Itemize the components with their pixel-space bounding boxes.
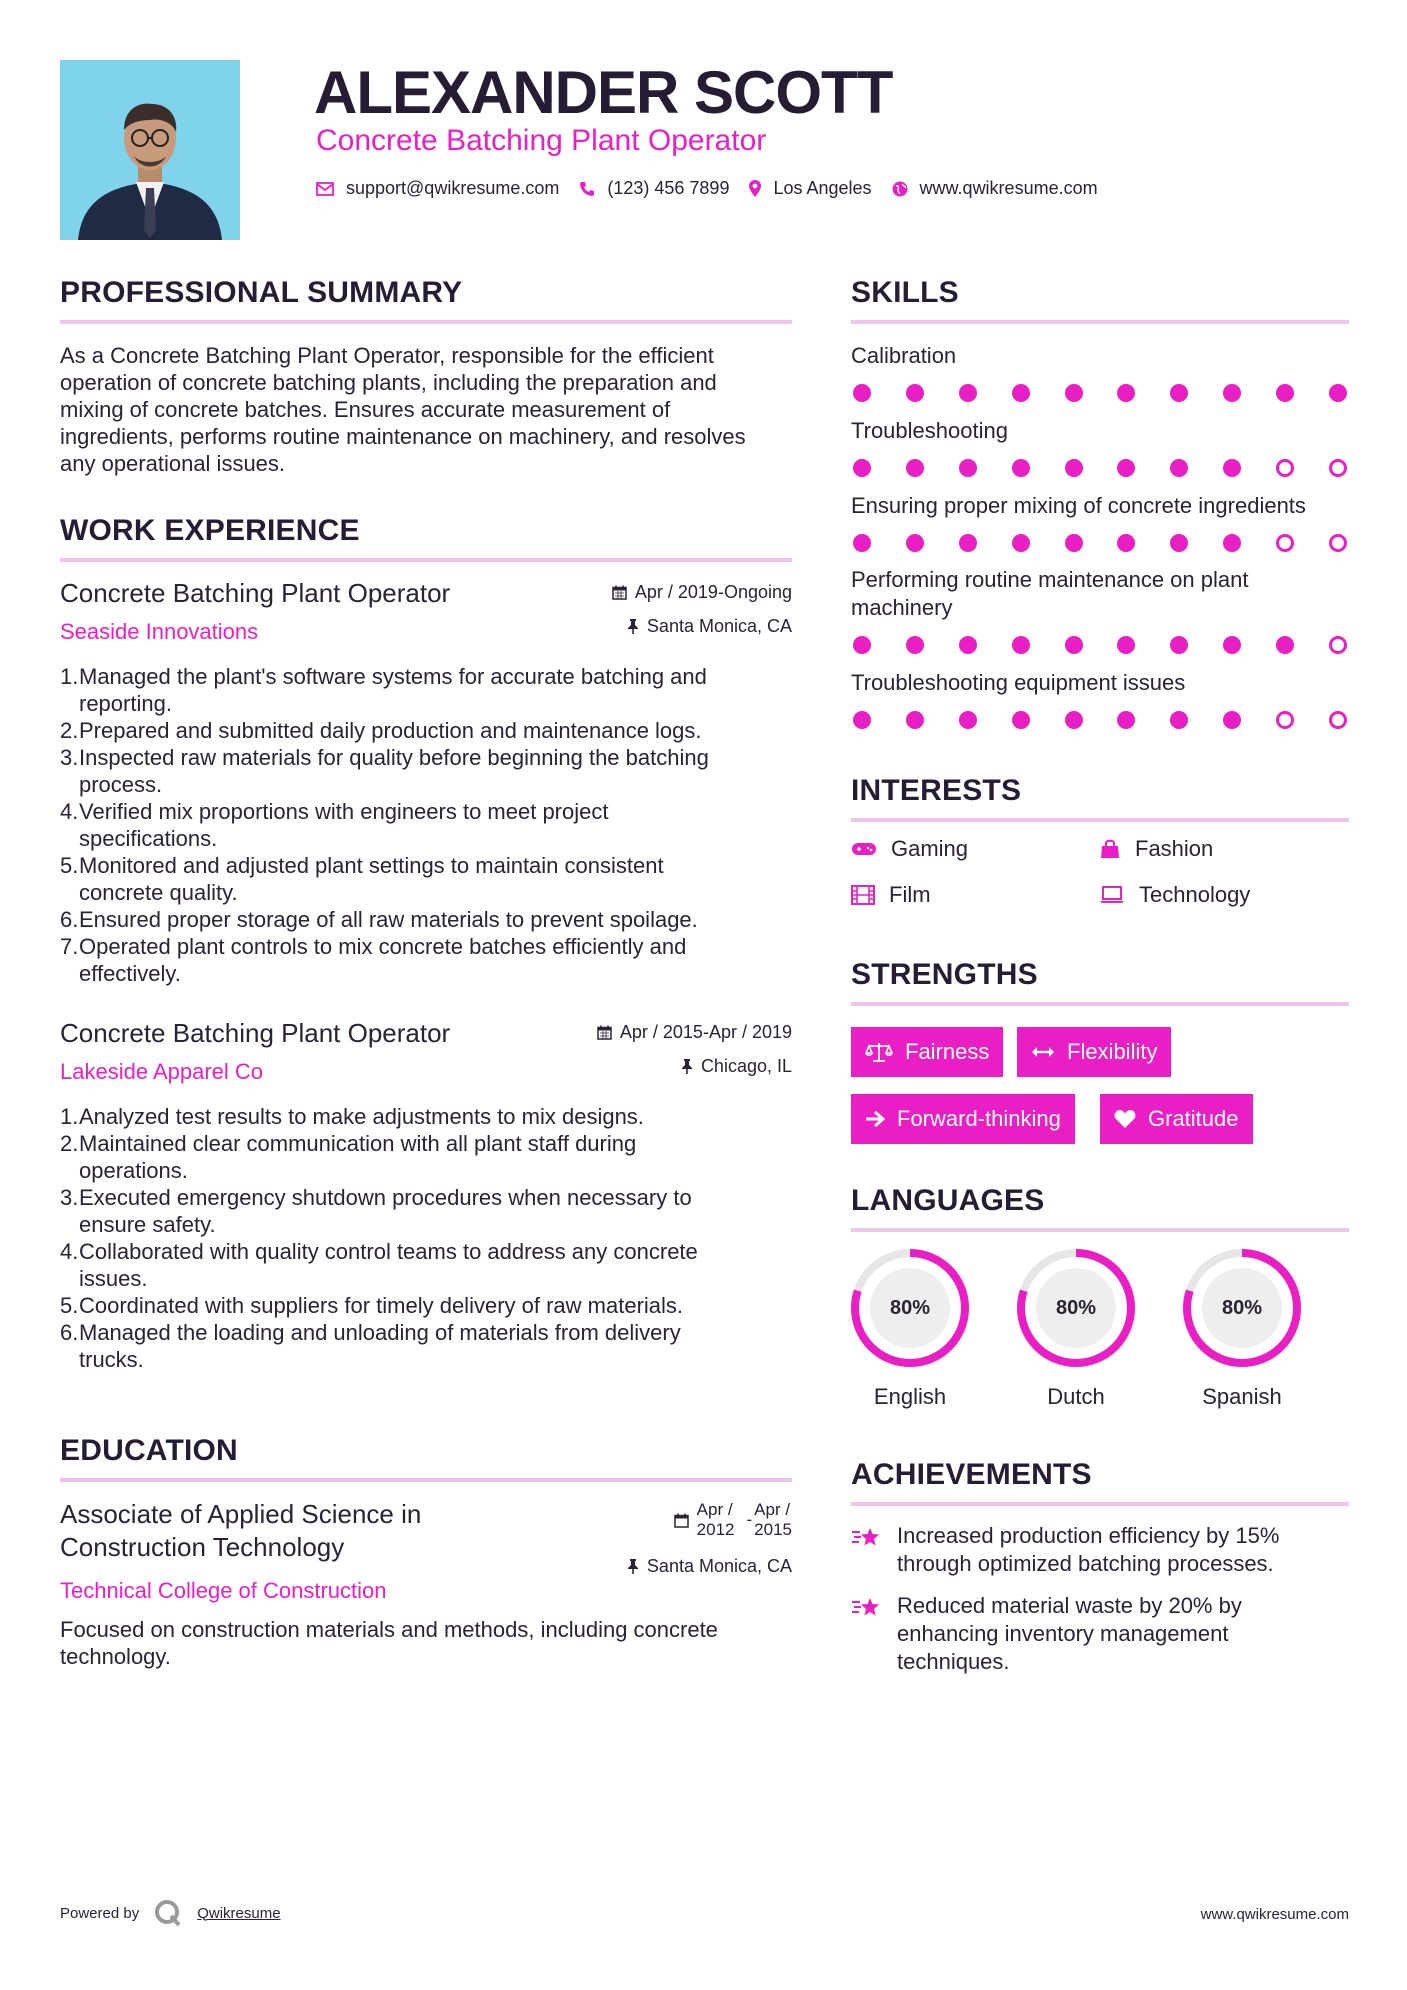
education-dates xyxy=(627,1500,792,1540)
rating-dot-filled xyxy=(853,636,871,654)
language-percent: 80% xyxy=(870,1268,950,1348)
interest-item xyxy=(851,882,931,908)
calendar-icon xyxy=(612,585,627,600)
language-name: English xyxy=(873,1384,947,1409)
rating-dot-filled xyxy=(959,384,977,402)
language-item xyxy=(1014,1246,1138,1410)
rating-dot-empty xyxy=(1329,711,1347,729)
education-entry xyxy=(60,1498,792,1670)
strengths-section xyxy=(851,958,1349,1006)
job-location xyxy=(597,1056,792,1076)
candidate-role: Concrete Batching Plant Operator xyxy=(316,124,767,157)
rating-dot-filled xyxy=(1117,459,1135,477)
job-entry xyxy=(60,578,792,987)
job-location-text: Santa Monica, CA xyxy=(646,615,792,636)
rating-dot-filled xyxy=(1065,636,1083,654)
rating-dot-empty xyxy=(1276,534,1294,552)
job-date xyxy=(612,582,792,602)
language-name: Spanish xyxy=(1202,1384,1282,1409)
interest-item xyxy=(1099,836,1213,862)
achievement-text xyxy=(897,1522,1279,1578)
job-company: Seaside Innovations xyxy=(60,619,259,644)
job-date xyxy=(597,1022,792,1042)
skill-name: Troubleshooting equipment issues xyxy=(851,670,1186,695)
arrow-right-icon xyxy=(865,1110,885,1128)
job-title: Concrete Batching Plant Operator xyxy=(60,1018,451,1048)
achievement-item xyxy=(851,1522,1349,1578)
skill-rating xyxy=(851,711,1349,729)
rating-dot-empty xyxy=(1276,711,1294,729)
achievement-line: through optimized batching processes. xyxy=(897,1551,1274,1576)
list-item: 5.Monitored and adjusted plant settings to maintain consistent concrete quality. xyxy=(60,853,664,905)
rating-dot-filled xyxy=(906,711,924,729)
description-line: Focused on construction materials and methods, including concrete xyxy=(60,1617,718,1642)
rating-dot-filled xyxy=(853,384,871,402)
rating-dot-filled xyxy=(1117,711,1135,729)
skill-item xyxy=(851,669,1349,729)
achievement-line: Reduced material waste by 20% by xyxy=(897,1593,1242,1618)
pushpin-icon xyxy=(681,1059,693,1074)
job-date-text: Apr / 2019-Ongoing xyxy=(634,581,792,602)
rating-dot-filled xyxy=(1223,636,1241,654)
list-item: 2.Maintained clear communication with all plant staff during operations. xyxy=(60,1131,637,1183)
strength-label: Flexibility xyxy=(1067,1039,1158,1064)
contact-email-text: support@qwikresume.com xyxy=(346,178,560,198)
section-heading: ACHIEVEMENTS xyxy=(851,1458,1092,1491)
date-part: 2012 xyxy=(696,1520,735,1539)
rating-dot-filled xyxy=(1065,459,1083,477)
list-item: 2.Prepared and submitted daily production and maintenance logs. xyxy=(60,718,702,743)
contact-location xyxy=(749,178,871,199)
list-item: 3.Executed emergency shutdown procedures when necessary to ensure safety. xyxy=(60,1185,692,1237)
summary-text xyxy=(60,342,792,477)
rating-dot-filled xyxy=(1223,459,1241,477)
gamepad-icon xyxy=(851,841,877,857)
qwikresume-logo-icon xyxy=(153,1898,183,1928)
rating-dot-filled xyxy=(1223,534,1241,552)
rating-dot-empty xyxy=(1329,534,1347,552)
achievement-item xyxy=(851,1592,1349,1676)
strength-badge xyxy=(1100,1094,1253,1144)
skill-rating xyxy=(851,636,1349,654)
envelope-icon xyxy=(316,182,334,196)
interest-label: Gaming xyxy=(891,836,969,861)
rating-dot-filled xyxy=(853,459,871,477)
calendar-icon xyxy=(674,1513,689,1528)
list-item: 6.Ensured proper storage of all raw materials to prevent spoilage. xyxy=(60,907,698,932)
rating-dot-filled xyxy=(1170,384,1188,402)
interest-item xyxy=(851,836,968,862)
arrows-horizontal-icon xyxy=(1031,1045,1055,1059)
section-heading: SKILLS xyxy=(851,276,959,309)
pushpin-icon xyxy=(627,1559,639,1574)
education-end xyxy=(754,1500,792,1540)
job-date-text: Apr / 2015-Apr / 2019 xyxy=(619,1021,792,1042)
list-item: 6.Managed the loading and unloading of materials from delivery trucks. xyxy=(60,1320,681,1372)
skill-name: Performing routine maintenance on plant machinery xyxy=(851,567,1249,620)
rating-dot-filled xyxy=(959,459,977,477)
section-heading: LANGUAGES xyxy=(851,1184,1045,1217)
list-item: 3.Inspected raw materials for quality before beginning the batching process. xyxy=(60,745,709,797)
rating-dot-filled xyxy=(1117,636,1135,654)
rating-dot-filled xyxy=(959,636,977,654)
contact-email[interactable] xyxy=(316,178,559,199)
contact-phone-text: (123) 456 7899 xyxy=(607,178,730,198)
achievement-line: Increased production efficiency by 15% xyxy=(897,1523,1280,1548)
list-item: 4.Verified mix proportions with engineers to meet project specifications. xyxy=(60,799,609,851)
list-item: 1.Managed the plant's software systems for accurate batching and reporting. xyxy=(60,664,707,716)
footer-website-link[interactable]: www.qwikresume.com xyxy=(1200,1906,1349,1923)
rating-dot-filled xyxy=(853,711,871,729)
education-meta xyxy=(627,1500,792,1577)
responsibility-list xyxy=(60,1103,792,1373)
language-item xyxy=(848,1246,972,1410)
balance-scale-icon xyxy=(865,1042,893,1062)
rating-dot-filled xyxy=(906,459,924,477)
job-meta xyxy=(597,1022,792,1090)
section-divider xyxy=(851,320,1349,324)
skill-item xyxy=(851,492,1349,552)
rating-dot-filled xyxy=(1012,636,1030,654)
skill-name: Calibration xyxy=(851,343,957,368)
section-divider xyxy=(851,1502,1349,1506)
shooting-star-icon xyxy=(851,1524,883,1552)
section-divider xyxy=(851,1002,1349,1006)
rating-dot-filled xyxy=(1012,711,1030,729)
strength-label: Fairness xyxy=(905,1039,990,1064)
contact-website[interactable] xyxy=(892,178,1098,199)
rating-dot-filled xyxy=(1065,534,1083,552)
rating-dot-empty xyxy=(1329,459,1347,477)
degree-line: Associate of Applied Science in xyxy=(60,1499,422,1529)
qwikresume-link[interactable]: Qwikresume xyxy=(197,1904,281,1922)
heart-icon xyxy=(1114,1109,1136,1129)
summary-line: any operational issues. xyxy=(60,451,286,476)
job-location-text: Chicago, IL xyxy=(700,1055,792,1076)
skill-rating xyxy=(851,534,1349,552)
contact-location-text: Los Angeles xyxy=(773,178,872,198)
powered-by-text: Powered by xyxy=(60,1904,140,1922)
strength-badge xyxy=(851,1027,1003,1077)
language-ring xyxy=(1180,1246,1304,1370)
profile-photo xyxy=(60,60,240,240)
job-location xyxy=(612,616,792,636)
rating-dot-filled xyxy=(1223,384,1241,402)
achievements-section xyxy=(851,1458,1349,1506)
rating-dot-filled xyxy=(1117,384,1135,402)
section-divider xyxy=(851,1228,1349,1232)
job-meta xyxy=(612,582,792,650)
skills-section xyxy=(851,276,1349,324)
rating-dot-filled xyxy=(1012,534,1030,552)
list-item: 5.Coordinated with suppliers for timely delivery of raw materials. xyxy=(60,1293,684,1318)
skill-rating xyxy=(851,384,1349,402)
interest-item xyxy=(1099,882,1250,908)
education-description xyxy=(60,1616,792,1670)
list-item: 1.Analyzed test results to make adjustments to mix designs. xyxy=(60,1104,644,1129)
rating-dot-filled xyxy=(1329,384,1347,402)
rating-dot-filled xyxy=(1170,636,1188,654)
summary-line: ingredients, performs routine maintenance on machinery, and resolves xyxy=(60,424,746,449)
rating-dot-filled xyxy=(1012,459,1030,477)
interest-label: Fashion xyxy=(1135,836,1214,861)
rating-dot-filled xyxy=(959,711,977,729)
contact-website-text: www.qwikresume.com xyxy=(919,178,1098,198)
job-entry xyxy=(60,1018,792,1373)
rating-dot-filled xyxy=(1170,711,1188,729)
date-separator: - xyxy=(746,1510,753,1529)
interests-section xyxy=(851,774,1349,822)
rating-dot-filled xyxy=(1276,384,1294,402)
film-icon xyxy=(851,885,875,905)
rating-dot-filled xyxy=(906,384,924,402)
job-title: Concrete Batching Plant Operator xyxy=(60,578,451,608)
rating-dot-filled xyxy=(853,534,871,552)
section-heading: WORK EXPERIENCE xyxy=(60,514,360,547)
achievement-line: enhancing inventory management xyxy=(897,1621,1229,1646)
section-heading: PROFESSIONAL SUMMARY xyxy=(60,276,463,309)
language-percent: 80% xyxy=(1202,1268,1282,1348)
date-part: Apr / xyxy=(696,1500,733,1519)
section-heading: EDUCATION xyxy=(60,1434,238,1467)
section-divider xyxy=(60,1478,792,1482)
skill-item xyxy=(851,417,1349,477)
skill-item xyxy=(851,566,1349,654)
education-section xyxy=(60,1434,792,1482)
strength-badge xyxy=(1017,1027,1171,1077)
pushpin-icon xyxy=(627,619,639,634)
rating-dot-filled xyxy=(1065,711,1083,729)
shooting-star-icon xyxy=(851,1594,883,1622)
achievement-line: techniques. xyxy=(897,1649,1010,1674)
language-percent: 80% xyxy=(1036,1268,1116,1348)
rating-dot-filled xyxy=(906,636,924,654)
rating-dot-empty xyxy=(1276,459,1294,477)
rating-dot-filled xyxy=(1276,636,1294,654)
map-pin-icon xyxy=(749,180,761,197)
list-item: 7.Operated plant controls to mix concrete batches efficiently and effectively. xyxy=(60,934,687,986)
footer-branding xyxy=(60,1898,281,1928)
list-item: 4.Collaborated with quality control teams to address any concrete issues. xyxy=(60,1239,698,1291)
work-section xyxy=(60,514,792,562)
education-start xyxy=(697,1500,735,1540)
rating-dot-filled xyxy=(1117,534,1135,552)
rating-dot-filled xyxy=(1170,534,1188,552)
education-location-text: Santa Monica, CA xyxy=(646,1556,792,1576)
candidate-name: ALEXANDER SCOTT xyxy=(314,59,893,126)
education-location xyxy=(627,1556,792,1577)
date-part: 2015 xyxy=(754,1520,792,1539)
shopping-bag-icon xyxy=(1099,838,1121,860)
laptop-icon xyxy=(1099,886,1125,904)
skill-name: Ensuring proper mixing of concrete ingredients xyxy=(851,493,1306,518)
school-name: Technical College of Construction xyxy=(60,1578,387,1603)
summary-line: As a Concrete Batching Plant Operator, responsible for the efficient xyxy=(60,343,714,368)
contact-bar xyxy=(316,178,1118,199)
section-divider xyxy=(851,818,1349,822)
interest-label: Film xyxy=(889,882,931,907)
section-divider xyxy=(60,558,792,562)
degree-line: Construction Technology xyxy=(60,1532,345,1562)
strength-badge xyxy=(851,1094,1075,1144)
skill-rating xyxy=(851,459,1349,477)
responsibility-list xyxy=(60,663,792,987)
section-heading: STRENGTHS xyxy=(851,958,1038,991)
languages-section xyxy=(851,1184,1349,1232)
achievement-text xyxy=(897,1592,1242,1676)
language-name: Dutch xyxy=(1047,1384,1105,1409)
rating-dot-filled xyxy=(959,534,977,552)
summary-line: mixing of concrete batches. Ensures accurate measurement of xyxy=(60,397,671,422)
strength-label: Gratitude xyxy=(1148,1106,1239,1131)
skill-item xyxy=(851,342,1349,402)
skill-name: Troubleshooting xyxy=(851,418,1008,443)
calendar-icon xyxy=(597,1025,612,1040)
description-line: technology. xyxy=(60,1644,171,1669)
summary-line: operation of concrete batching plants, including the preparation and xyxy=(60,370,717,395)
rating-dot-filled xyxy=(1223,711,1241,729)
rating-dot-filled xyxy=(1170,459,1188,477)
section-divider xyxy=(60,320,792,324)
rating-dot-empty xyxy=(1329,636,1347,654)
contact-phone[interactable] xyxy=(579,178,729,199)
date-part: Apr / xyxy=(754,1500,791,1519)
interest-label: Technology xyxy=(1139,882,1251,907)
strength-label: Forward-thinking xyxy=(897,1106,1061,1131)
rating-dot-filled xyxy=(1065,384,1083,402)
summary-section xyxy=(60,276,792,477)
language-ring xyxy=(1014,1246,1138,1370)
phone-icon xyxy=(579,181,595,197)
language-ring xyxy=(848,1246,972,1370)
job-company: Lakeside Apparel Co xyxy=(60,1059,264,1084)
language-item xyxy=(1180,1246,1304,1410)
rating-dot-filled xyxy=(1012,384,1030,402)
globe-icon xyxy=(892,181,908,197)
section-heading: INTERESTS xyxy=(851,774,1022,807)
person-portrait-icon xyxy=(60,60,240,240)
rating-dot-filled xyxy=(906,534,924,552)
